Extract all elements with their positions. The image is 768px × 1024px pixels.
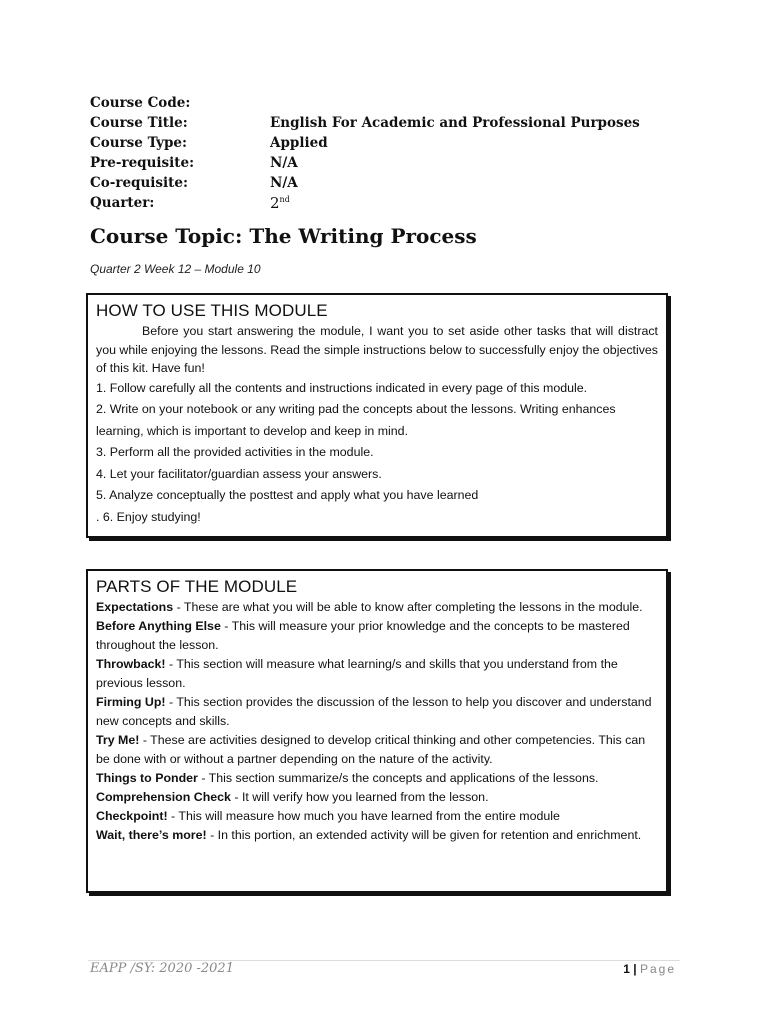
part-term: Checkpoint!: [96, 809, 168, 823]
week-module-line: Quarter 2 Week 12 – Module 10: [90, 262, 261, 276]
part-desc: - This will measure how much you have learned from the entire module: [167, 809, 560, 823]
part-item: [96, 617, 658, 655]
course-info: [90, 93, 640, 213]
part-term: Throwback!: [96, 657, 166, 671]
part-term: Expectations: [96, 600, 174, 614]
part-item: [96, 788, 658, 807]
course-title-label: Course Title:: [90, 115, 188, 131]
part-term: Before Anything Else: [96, 619, 221, 633]
how-to-use-box: [86, 293, 668, 538]
how-to-use-intro-text: Before you start answering the module, I want you to set aside other tasks that will distract you while enjoying the lessons. Read the simple instructions below to successfully enjoy the objectives of this kit. Have fun!: [96, 324, 659, 375]
prerequisite-label: Pre-requisite:: [90, 155, 195, 171]
part-desc: - This will measure your prior knowledge and the concepts to be mastered throughout the lesson.: [96, 619, 630, 652]
part-term: Firming Up!: [96, 695, 166, 709]
corequisite-row: [90, 173, 640, 193]
part-desc: - It will verify how you learned from the lesson.: [230, 790, 489, 804]
instruction-step: . 6. Enjoy studying!: [96, 510, 201, 525]
footer-page-indicator: [623, 962, 676, 976]
part-term: Wait, there’s more!: [96, 828, 207, 842]
course-type-row: [90, 133, 640, 153]
parts-heading: PARTS OF THE MODULE: [96, 577, 298, 596]
part-item: [96, 807, 658, 826]
corequisite-value: N/A: [270, 175, 298, 191]
instruction-step: 3. Perform all the provided activities in the module.: [96, 445, 374, 460]
course-type-value: Applied: [270, 135, 328, 151]
course-topic-heading: Course Topic: The Writing Process: [90, 224, 477, 248]
instruction-step: 4. Let your facilitator/guardian assess your answers.: [96, 466, 382, 481]
course-title-row: [90, 113, 640, 133]
how-to-use-intro: [96, 322, 658, 378]
part-item: [96, 693, 658, 731]
how-to-use-heading: HOW TO USE THIS MODULE: [96, 301, 328, 320]
page-separator: |: [633, 962, 637, 976]
part-desc: - This section provides the discussion of the lesson to help you discover and understand new concepts and skills.: [96, 695, 652, 728]
part-desc: - These are activities designed to develop critical thinking and other competencies. This can be done with or without a partner depending on the nature of the activity.: [96, 733, 646, 766]
quarter-ordinal: nd: [279, 195, 290, 204]
prerequisite-row: [90, 153, 640, 173]
part-item: [96, 826, 658, 845]
quarter-value: [270, 193, 290, 213]
part-desc: - These are what you will be able to know after completing the lessons in the module.: [173, 600, 643, 614]
part-item: [96, 598, 658, 617]
course-title-value: English For Academic and Professional Purposes: [270, 115, 640, 131]
part-desc: - This section summarize/s the concepts and applications of the lessons.: [197, 771, 599, 785]
footer-course-year: EAPP /SY: 2020 -2021: [90, 961, 234, 976]
instruction-step: 5. Analyze conceptually the posttest and apply what you have learned: [96, 488, 479, 503]
part-item: [96, 769, 658, 788]
quarter-row: [90, 193, 640, 213]
part-item: [96, 655, 658, 693]
course-type-label: Course Type:: [90, 135, 187, 151]
quarter-number: 2: [270, 194, 280, 212]
course-code-label: Course Code:: [90, 95, 191, 111]
prerequisite-value: N/A: [270, 155, 298, 171]
quarter-label: Quarter:: [90, 195, 155, 211]
part-term: Comprehension Check: [96, 790, 231, 804]
part-desc: - This section will measure what learning/s and skills that you understand from the previous lesson.: [96, 657, 618, 690]
part-item: [96, 731, 658, 769]
part-term: Things to Ponder: [96, 771, 198, 785]
page-number: 1: [623, 962, 630, 976]
part-term: Try Me!: [96, 733, 140, 747]
corequisite-label: Co-requisite:: [90, 175, 188, 191]
part-desc: - In this portion, an extended activity will be given for retention and enrichment.: [206, 828, 642, 842]
course-code-row: [90, 93, 640, 113]
instruction-step: 1. Follow carefully all the contents and instructions indicated in every page of this module.: [96, 380, 588, 395]
parts-of-module-box: [86, 569, 668, 893]
instruction-step: 2. Write on your notebook or any writing pad the concepts about the lessons. Writing enhances learning, which is important to develop and keep in mind.: [96, 402, 616, 438]
page-label: Page: [639, 962, 676, 976]
